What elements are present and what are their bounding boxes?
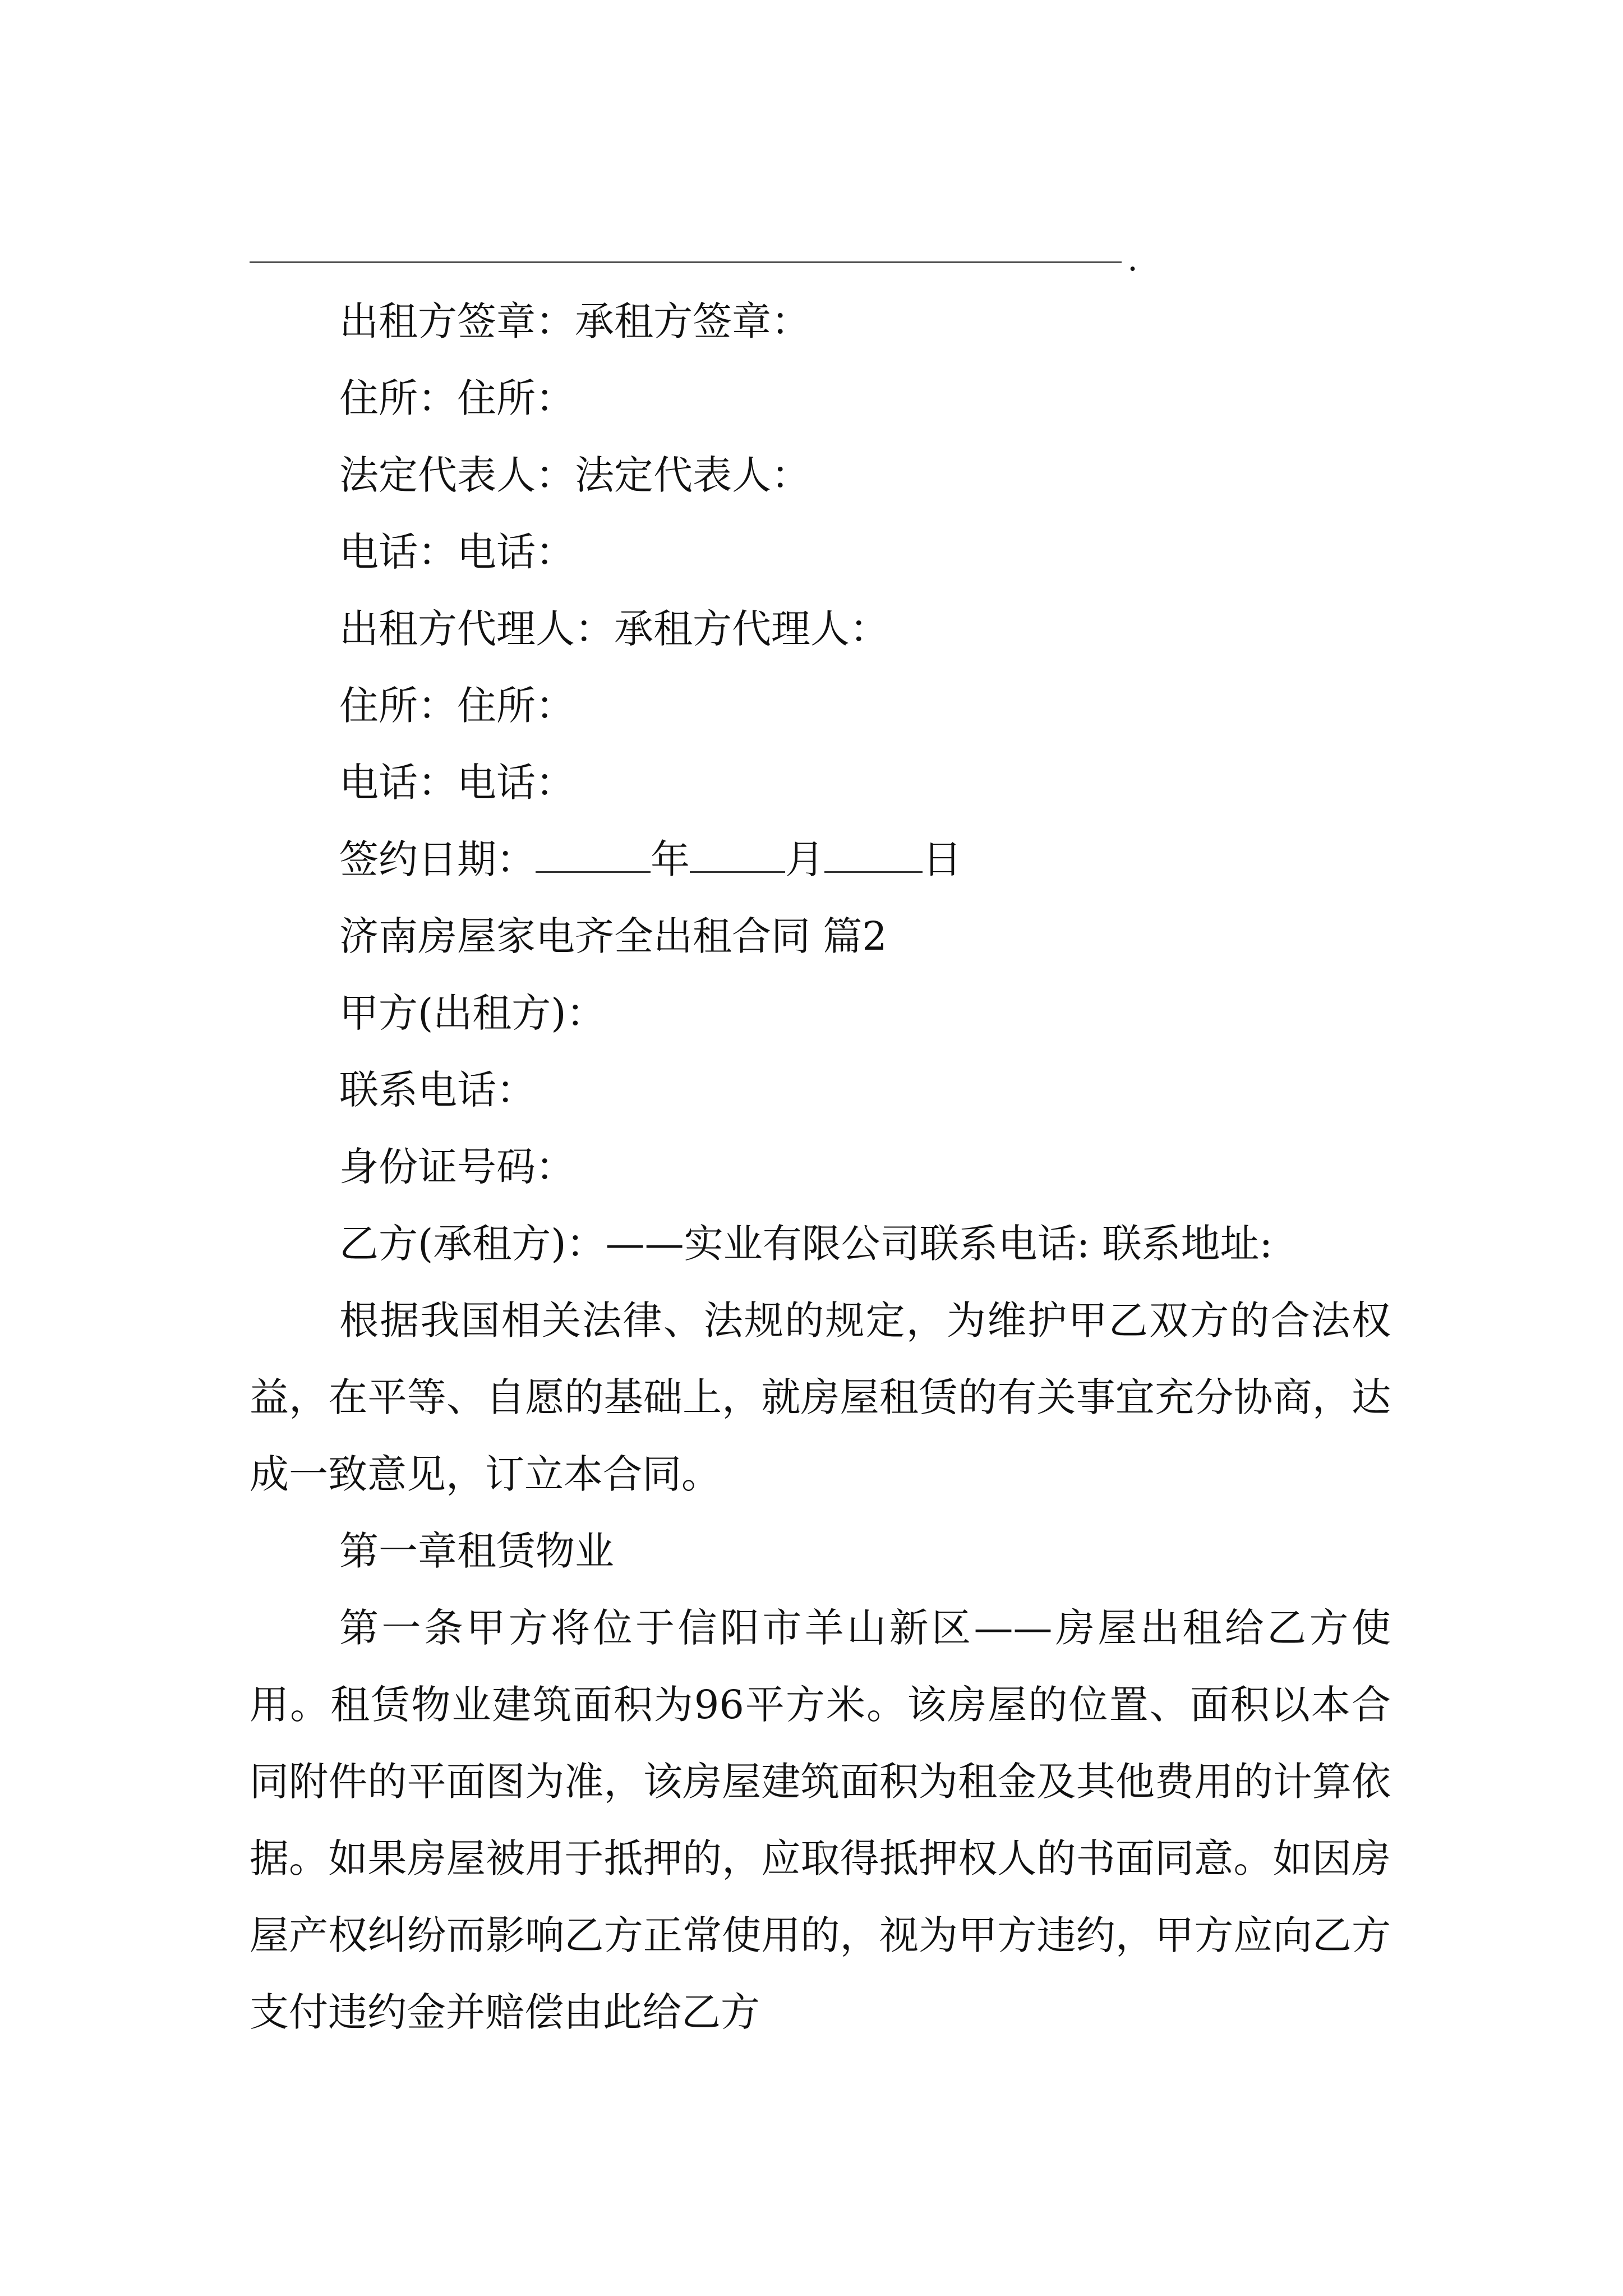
day-label: 日 bbox=[923, 836, 962, 882]
legal-representative-line: 法定代表人：法定代表人： bbox=[339, 452, 810, 498]
agent-line: 出租方代理人：承租方代理人： bbox=[339, 606, 889, 652]
address-line: 住所：住所： bbox=[339, 375, 575, 421]
party-a-line: 甲方(出租方)： bbox=[339, 990, 606, 1036]
phone-line: 电话：电话： bbox=[339, 529, 575, 575]
sign-date-line bbox=[250, 821, 1391, 898]
chapter-heading: 第一章租赁物业 bbox=[339, 1528, 614, 1574]
year-blank bbox=[536, 838, 651, 873]
day-blank bbox=[824, 838, 923, 873]
article-1-paragraph: 第一条甲方将位于信阳市羊山新区——房屋出租给乙方使用。租赁物业建筑面积为96平方米。该房屋的位置、面积以本合同附件的平面图为准，该房屋建筑面积为租金及其他费用的计算依据。如果房屋被用于抵押的，应取得抵押权人的书面同意。如因房屋产权纠纷而影响乙方正常使用的，视为甲方违约，甲方应向乙方支付违约金并赔偿由此给乙方 bbox=[250, 1605, 1391, 2035]
top-line-period: . bbox=[1127, 240, 1138, 279]
intro-paragraph: 根据我国相关法律、法规的规定，为维护甲乙双方的合法权益，在平等、自愿的基础上，就房屋租赁的有关事宜充分协商，达成一致意见，订立本合同。 bbox=[250, 1297, 1391, 1497]
party-b-line: 乙方(承租方)：——实业有限公司联系电话: 联系地址: bbox=[339, 1221, 1273, 1267]
month-blank bbox=[690, 838, 785, 873]
signature-line: 出租方签章：承租方签章： bbox=[339, 298, 810, 344]
contact-phone-line: 联系电话： bbox=[339, 1067, 536, 1113]
top-fill-line bbox=[250, 261, 1122, 263]
section-title: 济南房屋家电齐全出租合同 篇2 bbox=[339, 913, 887, 959]
address-line-2: 住所：住所： bbox=[339, 683, 575, 729]
phone-line-2: 电话：电话： bbox=[339, 760, 575, 806]
year-label: 年 bbox=[651, 836, 690, 882]
sign-date-label: 签约日期： bbox=[339, 836, 536, 882]
id-number-line: 身份证号码： bbox=[339, 1144, 575, 1190]
month-label: 月 bbox=[785, 836, 824, 882]
document-body bbox=[250, 283, 1391, 2051]
